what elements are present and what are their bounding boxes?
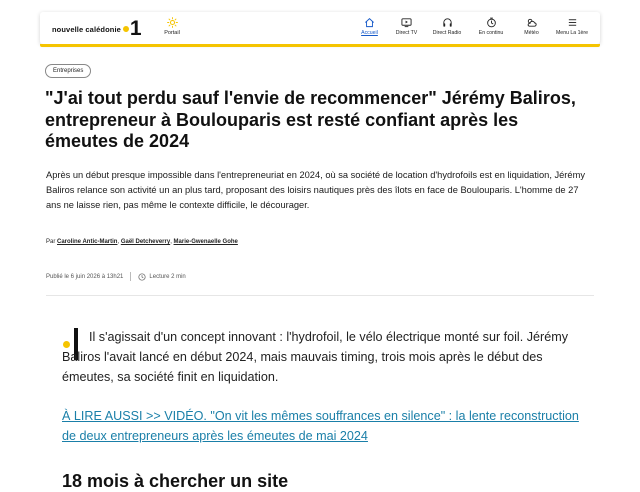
main-nav <box>351 17 594 36</box>
reading-time: Lecture 2 min <box>149 273 186 280</box>
logo-number: 1 <box>129 17 142 40</box>
category-tag[interactable]: Entreprises <box>45 64 91 78</box>
nav-en-continu[interactable] <box>469 17 513 36</box>
live-icon <box>486 17 497 28</box>
read-also-link[interactable]: À LIRE AUSSI >> VIDÉO. "On vit les mêmes souffrances en silence" : la lente reconstruction de deux entrepreneurs après les émeutes de mai 2024 <box>62 409 579 443</box>
publish-date: Publié le 6 juin 2026 à 13h21 <box>46 273 124 280</box>
site-logo[interactable] <box>52 18 142 40</box>
nav-menu[interactable] <box>550 17 594 36</box>
header-accent-bar <box>40 44 600 47</box>
nav-label: Direct TV <box>395 30 418 36</box>
article-meta <box>46 272 186 281</box>
article-chapo: Après un début presque impossible dans l'entrepreneuriat en 2024, où sa société de location d'hydrofoils est en liquidation, Jérémy Baliros relance son activité un an plus tard, proposant des loisirs nautiques près des îlots en face de Boulouparis. L'homme de 27 ans ne laisse rien, pas même le contexte difficile, le décourager. <box>46 170 585 210</box>
portail-label: Portail <box>164 30 180 36</box>
nav-label: En continu <box>478 30 504 36</box>
headphones-icon <box>442 17 453 28</box>
logo-text: nouvelle calédonie <box>52 24 121 34</box>
lead-paragraph: Il s'agissait d'un concept innovant : l'hydrofoil, le vélo électrique monté sur foil. Jérémy Baliros l'avait lancé en début 2024, mais mauvais timing, trois mois après le début des émeutes, sa société finit en liquidation. <box>62 330 569 384</box>
nav-label: Menu La 1ère <box>555 30 588 36</box>
nav-meteo[interactable] <box>513 17 550 36</box>
sun-icon <box>167 17 178 28</box>
author-link[interactable]: Marie-Gwenaelle Gohe <box>173 239 238 245</box>
site-header <box>40 12 600 44</box>
menu-icon <box>567 17 578 28</box>
meta-separator <box>130 272 131 281</box>
nav-label: Accueil <box>361 30 378 36</box>
nav-direct-tv[interactable] <box>388 17 425 36</box>
home-icon <box>364 17 375 28</box>
article-title: "J'ai tout perdu sauf l'envie de recommencer" Jérémy Baliros, entrepreneur à Boulouparis est resté confiant après les émeutes de 2024 <box>45 88 576 151</box>
clock-icon <box>138 273 146 281</box>
portail-link[interactable] <box>160 17 184 36</box>
logo-dot <box>123 26 129 32</box>
nav-label: Direct Radio <box>432 30 462 36</box>
authors-prefix: Par <box>46 239 56 245</box>
article-authors: Par Caroline Antic-Martin, Gaël Detcheverry, Marie-Gwenaelle Gohe <box>46 239 238 245</box>
nav-direct-radio[interactable] <box>425 17 469 36</box>
nav-accueil[interactable] <box>351 17 388 36</box>
tv-icon <box>401 17 412 28</box>
weather-icon <box>526 17 537 28</box>
nav-label: Météo <box>524 30 539 36</box>
author-link[interactable]: Caroline Antic-Martin <box>57 239 118 245</box>
divider <box>46 295 594 296</box>
section-heading: 18 mois à chercher un site <box>62 471 289 491</box>
author-link[interactable]: Gaël Detcheverry <box>120 239 171 245</box>
